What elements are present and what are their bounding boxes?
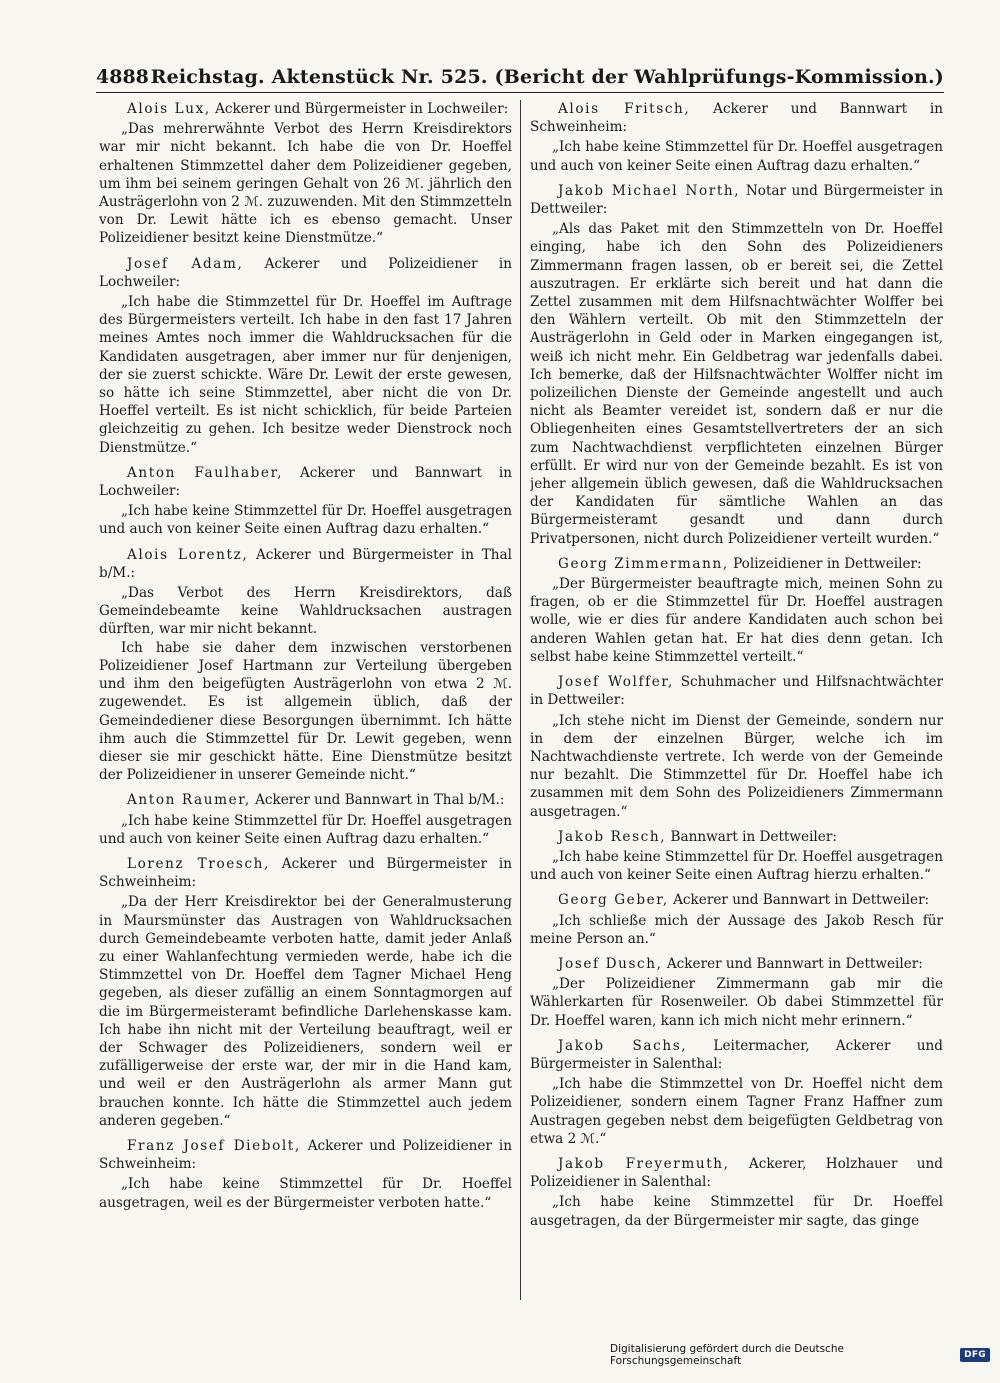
- witness-description: Ackerer und Polizeidiener in Schweinheim:: [99, 1137, 512, 1173]
- witness-name: Georg Geber,: [558, 892, 669, 909]
- testimony-paragraph: „Ich habe keine Stimmzettel für Dr. Hoeffel ausgetragen und auch von keiner Seite einen Auftrag dazu erhalten.“: [99, 503, 512, 538]
- left-column: [99, 100, 512, 1305]
- witness-name: Georg Zimmermann,: [558, 555, 729, 572]
- testimony-entry: [530, 1155, 943, 1230]
- right-column: [530, 100, 943, 1305]
- witness-name: Franz Josef Diebolt,: [127, 1137, 301, 1154]
- witness-description: Ackerer und Bannwart in Schweinheim:: [530, 101, 943, 136]
- witness-heading: [99, 855, 512, 891]
- witness-heading: [99, 100, 512, 118]
- testimony-paragraph: „Da der Herr Kreisdirektor bei der Generalmusterung in Maursmünster das Austragen von Wahldrucksachen durch Gemeindebeamte verboten hatte, damit jeder Anlaß zu einer Wahlanfechtung vermieden werde, habe ich die Stimmzettel von Dr. Hoeffel dem Tagner Michael Heng gegeben, als dieser zufällig an einem Sonntagmorgen auf die im Bürgermeisteramt befindliche Darlehenskasse kam. Ich habe ihn nicht mit der Verteilung beauftragt, weil er der Schwager des Polizeidieners, sondern weil er zufälligerweise der erste war, der mir in die Hand kam, und weil er den Austrägerlohn als armer Mann gut brauchen konnte. Ich hätte die Stimmzettel auch jedem anderen gegeben.“: [99, 894, 512, 1129]
- testimony-paragraph: Ich habe sie daher dem inzwischen verstorbenen Polizeidiener Josef Hartmann zur Verteilung übergeben und ihm den beigefügten Austrägerlohn von etwa 2 ℳ. zugewendet. Es ist allgemein üblich, daß der Gemeindediener diese Besorgungen übernimmt. Ich hätte ihm auch die Stimmzettel für Dr. Lewit gegeben, wenn dieser sie mir geschickt hätte. Eine Dienstmütze besitzt der Polizeidiener in unserer Gemeinde nicht.“: [99, 639, 512, 784]
- witness-heading: [530, 673, 943, 709]
- witness-heading: [530, 891, 943, 909]
- witness-heading: [530, 100, 943, 136]
- witness-name: Jakob Freyermuth,: [558, 1155, 730, 1172]
- witness-heading: [530, 1037, 943, 1073]
- testimony-paragraph: „Ich habe keine Stimmzettel für Dr. Hoeffel ausgetragen und auch von keiner Seite einen Auftrag dazu erhalten.“: [99, 812, 512, 847]
- page-header: [96, 58, 944, 88]
- witness-heading: [99, 1137, 512, 1173]
- witness-name: Jakob Sachs,: [558, 1037, 688, 1054]
- witness-description: Ackerer und Polizeidiener in Lochweiler:: [99, 255, 512, 290]
- testimony-paragraph: „Ich habe keine Stimmzettel für Dr. Hoeffel ausgetragen, weil es der Bürgermeister verboten hatte.“: [99, 1176, 512, 1211]
- digitization-credit: Digitalisierung gefördert durch die Deutsche Forschungsgemeinschaft: [610, 1343, 844, 1367]
- witness-name: Alois Lorentz,: [127, 546, 249, 563]
- witness-heading: [530, 1155, 943, 1191]
- witness-description: Schuhmacher und Hilfsnachtwächter in Dettweiler:: [530, 674, 943, 709]
- testimony-entry: [530, 673, 943, 821]
- dfg-logo: DFG: [960, 1348, 990, 1362]
- testimony-entry: [99, 1137, 512, 1212]
- testimony-entry: [530, 182, 943, 548]
- witness-name: Josef Adam,: [127, 255, 244, 272]
- testimony-paragraph: „Ich habe die Stimmzettel für Dr. Hoeffel im Auftrage des Bürgermeisters verteilt. Ich habe in den fast 17 Jahren meines Amtes noch immer die Wahldrucksachen für die Kandidaten ausgetragen, aber immer nur für denjenigen, der sie zuerst schickte. Wäre Dr. Lewit der erste gewesen, so hätte ich seine Stimmzettel, aber nicht die von Dr. Hoeffel verteilt. Es ist nicht schicklich, für beide Parteien gleichzeitig zu gehen. Ich besitze weder Dienstrock noch Dienstmütze.“: [99, 294, 512, 456]
- testimony-entry: [530, 555, 943, 666]
- testimony-entry: [99, 464, 512, 539]
- witness-name: Alois Fritsch,: [558, 101, 691, 117]
- witness-description: Ackerer und Bannwart in Dettweiler:: [668, 892, 930, 909]
- witness-description: Ackerer und Bannwart in Dettweiler:: [662, 955, 923, 972]
- witness-heading: [99, 255, 512, 291]
- witness-name: Josef Wolffer,: [558, 674, 674, 691]
- testimony-paragraph: „Ich habe keine Stimmzettel für Dr. Hoeffel ausgetragen, da der Bürgermeister mir sagte, das ginge: [530, 1194, 943, 1229]
- testimony-entry: [99, 546, 512, 785]
- witness-description: Leitermacher, Ackerer und Bürgermeister in Salenthal:: [530, 1037, 943, 1072]
- witness-heading: [530, 828, 943, 846]
- witness-heading: [530, 955, 943, 973]
- testimony-entry: [99, 255, 512, 457]
- testimony-paragraph: „Ich habe keine Stimmzettel für Dr. Hoeffel ausgetragen und auch von keiner Seite einen Auftrag dazu erhalten.“: [530, 139, 943, 174]
- witness-description: Ackerer und Bürgermeister in Thal b/M.:: [99, 546, 512, 581]
- header-rule: [96, 92, 944, 93]
- witness-description: Notar und Bürgermeister in Dettweiler:: [530, 182, 943, 218]
- witness-description: Polizeidiener in Dettweiler:: [728, 555, 922, 572]
- witness-description: Ackerer und Bürgermeister in Lochweiler:: [210, 101, 509, 117]
- page-number: 4888: [96, 66, 149, 88]
- testimony-entry: [99, 855, 512, 1130]
- witness-heading: [530, 182, 943, 218]
- testimony-paragraph: „Das Verbot des Herrn Kreisdirektors, daß Gemeindebeamte keine Wahldrucksachen austragen dürften, war mir nicht bekannt.: [99, 585, 512, 638]
- witness-description: Ackerer und Bannwart in Lochweiler:: [99, 464, 512, 500]
- testimony-entry: [99, 100, 512, 248]
- witness-description: Bannwart in Dettweiler:: [666, 828, 837, 845]
- witness-heading: [530, 555, 943, 573]
- testimony-entry: [99, 791, 512, 848]
- witness-heading: [99, 791, 512, 809]
- witness-name: Josef Dusch,: [558, 955, 663, 972]
- testimony-entry: [530, 828, 943, 885]
- testimony-entry: [530, 891, 943, 948]
- testimony-paragraph: „Als das Paket mit den Stimmzetteln von Dr. Hoeffel einging, habe ich den Sohn des Polizeidieners Zimmermann fragen lassen, ob er bereit sei, die Zettel auszutragen. Er erklärte sich bereit und hat dann die Zettel zusammen mit dem Hilfsnachtwächter Wolffer bei den Wählern verteilt. Ob mit den Stimmzetteln der Austrägerlohn in Geld oder in Marken eingegangen ist, weiß ich nicht mehr. Ein Geldbetrag war jedenfalls dabei. Ich bemerke, daß der Hilfsnachtwächter Wolffer nicht im polizeilichen Dienste der Gemeinde angestellt und auch nicht als Beamter vereidet ist, sondern daß er nur die Obliegenheiten eines Gesamtstellvertreters der an sich zum Nachtwachdienst verpflichteten einzelnen Bürger erfüllt. Er wird nur von der Gemeinde bezahlt. Es ist von jeher allgemein üblich gewesen, daß die Wahldrucksachen der Kandidaten für sämtliche Wahlen an das Bürgermeisteramt gesandt und dann durch Privatpersonen, nicht durch Polizeidiener verteilt wurden.“: [530, 221, 943, 547]
- witness-name: Anton Faulhaber,: [127, 464, 284, 481]
- witness-name: Jakob Resch,: [558, 828, 667, 845]
- testimony-paragraph: „Ich habe keine Stimmzettel für Dr. Hoeffel ausgetragen und auch von keiner Seite einen Auftrag hierzu erhalten.“: [530, 848, 943, 884]
- testimony-entry: [530, 955, 943, 1030]
- testimony-paragraph: „Der Polizeidiener Zimmermann gab mir die Wählerkarten für Rosenweiler. Ob dabei Stimmzettel für Dr. Hoeffel waren, kann ich mich nicht mehr erinnern.“: [530, 976, 943, 1029]
- witness-name: Alois Lux,: [127, 101, 211, 117]
- witness-heading: [99, 464, 512, 500]
- testimony-paragraph: „Das mehrerwähnte Verbot des Herrn Kreisdirektors war mir nicht bekannt. Ich habe die von Dr. Hoeffel erhaltenen Stimmzettel daher dem Polizeidiener gegeben, um ihm bei seinem geringen Gehalt von 26 ℳ. jährlich den Austrägerlohn von 2 ℳ. zuzuwenden. Mit den Stimmzetteln von Dr. Lewit hätte ich es ebenso gemacht. Unser Polizeidiener besitzt keine Dienstmütze.“: [99, 121, 512, 247]
- testimony-paragraph: „Ich schließe mich der Aussage des Jakob Resch für meine Person an.“: [530, 912, 943, 947]
- witness-name: Lorenz Troesch,: [127, 855, 270, 872]
- witness-description: Ackerer und Bannwart in Thal b/M.:: [250, 792, 505, 809]
- witness-name: Anton Raumer,: [127, 792, 251, 809]
- witness-name: Jakob Michael North,: [558, 182, 741, 199]
- testimony-paragraph: „Ich stehe nicht im Dienst der Gemeinde, sondern nur in dem der einzelnen Bürger, welche ich im Nachtwachdienste vertrete. Ich werde von der Gemeinde nur bezahlt. Die Stimmzettel für Dr. Hoeffel habe ich zusammen mit dem Sohn des Polizeidieners Zimmermann ausgetragen.“: [530, 712, 943, 820]
- testimony-paragraph: „Der Bürgermeister beauftragte mich, meinen Sohn zu fragen, ob er die Stimmzettel für Dr. Hoeffel austragen wolle, wie er dies für andere Kandidaten auch schon bei anderen Wahlen getan hat. Er hat dies denn getan. Ich selbst habe keine Stimmzettel verteilt.“: [530, 576, 943, 665]
- testimony-entry: [530, 1037, 943, 1148]
- testimony-paragraph: „Ich habe die Stimmzettel von Dr. Hoeffel nicht dem Polizeidiener, sondern einem Tagner Franz Haffner zum Austragen gegeben nebst dem beigefügten Geldbetrag von etwa 2 ℳ.“: [530, 1076, 943, 1147]
- witness-description: Ackerer, Holzhauer und Polizeidiener in Salenthal:: [530, 1155, 943, 1191]
- witness-description: Ackerer und Bürgermeister in Schweinheim:: [99, 855, 512, 891]
- column-divider: [520, 100, 521, 1300]
- testimony-entry: [530, 100, 943, 175]
- witness-heading: [99, 546, 512, 582]
- running-title: Reichstag. Aktenstück Nr. 525. (Bericht der Wahlprüfungs-Kommission.): [150, 66, 944, 88]
- page-footer: [610, 1340, 990, 1370]
